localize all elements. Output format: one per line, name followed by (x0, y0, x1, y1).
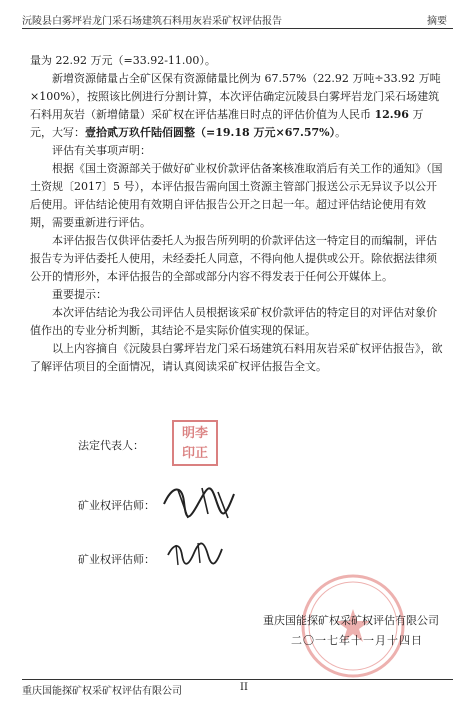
page-number: II (240, 682, 248, 693)
valuation-amount: 12.96 (374, 108, 409, 121)
paragraph-notes-1: 根据《国土资源部关于做好矿业权价款评估备案核准取消后有关工作的通知》（国土资规〔2017〕5 号），本评估报告需向国土资源主管部门报送公示无异议予以公开后使用。评估结论使用有效期自评估报告公开之日起一年。超过评估结论使用有效期，需要重新进行评估。 (30, 162, 443, 229)
paragraph-text: 万元，大写： (30, 108, 424, 139)
report-date: 二〇一七年十一月十四日 (291, 634, 423, 647)
paragraph-text: 新增资源储量占全矿区保有资源储量比例为 67.57%（22.92 万吨÷33.92 万吨×100%），按照该比例进行分割计算，本次评估确定沅陵县白雾坪岩龙门采石场建筑石料用灰岩（新增储量）采矿权在评估基准日时点的评估价值为人民币 (30, 72, 441, 121)
footer-company: 重庆国能探矿权采矿权评估有限公司 (22, 686, 182, 697)
appraiser-2-label: 矿业权评估师： (78, 553, 155, 566)
legal-representative-label: 法定代表人： (78, 439, 144, 452)
paragraph-text: 。 (335, 126, 347, 139)
paragraph-notes-2: 本评估报告仅供评估委托人为报告所列明的价款评估这一特定目的而编制，评估报告专为评估委托人使用，未经委托人同意，不得向他人提供或公开。除依据法律须公开的情形外，本评估报告的全部或部分内容不得发表于任何公开媒体上。 (30, 234, 437, 283)
paragraph-new-reserves (30, 70, 445, 142)
company-name: 重庆国能探矿权采矿权评估有限公司 (263, 614, 439, 627)
appraiser-1-signature (158, 474, 240, 528)
document-body (30, 52, 445, 376)
paragraph-important-1: 本次评估结论为我公司评估人员根据该采矿权价款评估的特定目的对评估对象价值作出的专业分析判断，其结论不是实际价值实现的保证。 (30, 306, 437, 337)
valuation-amount-uppercase: 壹拾贰万玖仟陆佰圆整（=19.18 万元×67.57%） (85, 126, 336, 139)
header-divider (22, 28, 453, 29)
notes-heading: 评估有关事项声明： (52, 144, 151, 157)
appraiser-1-label: 矿业权评估师： (78, 499, 155, 512)
footer-divider (22, 679, 453, 680)
appraiser-2-signature (164, 537, 226, 571)
legal-representative-stamp: 明李 印正 (172, 420, 218, 466)
header-section-label: 摘要 (427, 16, 447, 27)
page-header (22, 10, 453, 28)
important-heading: 重要提示： (52, 288, 107, 301)
paragraph-remaining-value: 量为 22.92 万元（=33.92-11.00）。 (30, 54, 216, 67)
header-title: 沅陵县白雾坪岩龙门采石场建筑石料用灰岩采矿权评估报告 (22, 16, 282, 27)
paragraph-important-2: 以上内容摘自《沅陵县白雾坪岩龙门采石场建筑石料用灰岩采矿权评估报告》，欲了解评估项目的全面情况，请认真阅读采矿权评估报告全文。 (30, 342, 443, 373)
